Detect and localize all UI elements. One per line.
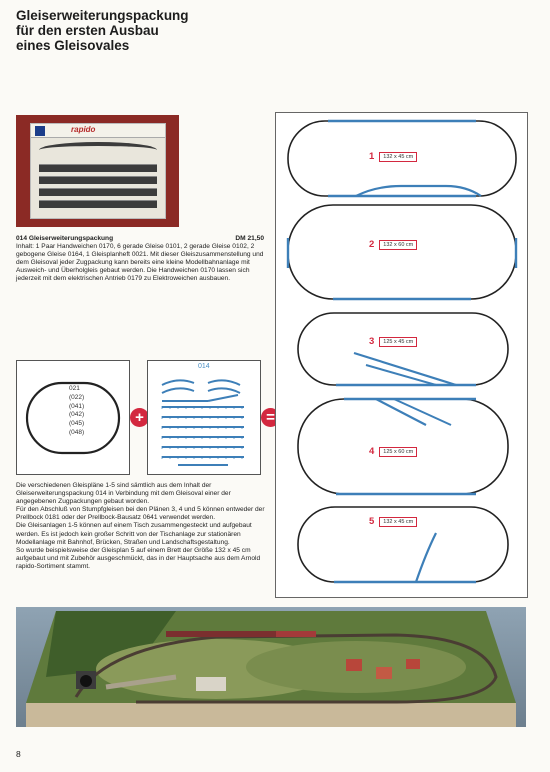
straight-track-tray <box>39 176 157 184</box>
layout-scene-image <box>16 607 526 727</box>
plan-dimension: 132 x 60 cm <box>379 240 417 250</box>
straight-track-tray <box>39 200 157 208</box>
track-plan-2 <box>288 205 516 299</box>
desc-paragraph-3: Die Gleisanlagen 1-5 können auf einem Tisch zusammengesteckt und aufgebaut werden. Es ist jedoch kein großer Schritt von der Tischanlage zur stationären Modellanlage mit Bahnhof, Brücken, Straßen und Landschaftsgestaltung. <box>16 522 252 546</box>
product-box <box>30 123 166 219</box>
plan-number: 2 <box>369 239 375 250</box>
track-pieces-icon <box>148 361 260 474</box>
oval-label: (041) <box>69 402 85 410</box>
page-heading <box>16 8 189 53</box>
product-title: 014 Gleiserweiterungspackung <box>16 235 114 242</box>
desc-paragraph-1: Die verschiedenen Gleispläne 1-5 sind sämtlich aus dem Inhalt der Gleiserweiterungspackung 014 in Verbindung mit dem Gleisoval einer der angegebenen Zugpackungen gebaut worden. <box>16 482 231 506</box>
box-lid <box>31 124 165 138</box>
track-oval-diagram <box>16 360 130 475</box>
plan-number: 1 <box>369 151 375 162</box>
straight-track-tray <box>39 188 157 196</box>
desc-paragraph-2: Für den Abschluß von Stumpfgleisen bei den Plänen 3, 4 und 5 können entweder der Prellbock 0181 oder der Prellbock-Bausatz 0641 verwendet werden. <box>16 506 265 522</box>
model-layout-photo <box>16 607 526 727</box>
product-photo <box>16 115 179 227</box>
track-pack-diagram <box>147 360 261 475</box>
plan-dimension: 125 x 45 cm <box>379 337 417 347</box>
plus-icon: + <box>130 408 149 427</box>
oval-label: (022) <box>69 393 85 401</box>
layout-description <box>16 482 266 571</box>
plan-label-4 <box>369 446 417 457</box>
pack-label: 014 <box>198 363 210 370</box>
plan-label-2 <box>369 239 417 250</box>
page-number: 8 <box>16 749 21 759</box>
plan-number: 3 <box>369 336 375 347</box>
product-body: Inhalt: 1 Paar Handweichen 0170, 6 gerade Gleise 0101, 2 gerade Gleise 0102, 2 gebogene Gleise 0164, 1 Gleisplanheft 0021. Mit dieser Gleiszusammenstellung und dem Gleisoval jeder Zugpackung kann bereits eine kleine Modellbahnanlage mit Ausweich- und Überholgleis gebaut werden. Die Handweichen 0170 lassen sich jederzeit mit dem elektrischen Antrieb 0179 zu Elektroweichen ausbauen. <box>16 243 264 283</box>
oval-label: (048) <box>69 428 85 436</box>
brand-logo: rapido <box>71 125 96 134</box>
heading-line-1: Gleiserweiterungspackung <box>16 8 189 23</box>
plan-label-3 <box>369 336 417 347</box>
equals-icon: = <box>261 408 280 427</box>
curved-track-tray <box>39 142 157 158</box>
track-plans-panel <box>275 112 528 598</box>
product-description <box>16 235 264 284</box>
plan-dimension: 132 x 45 cm <box>379 517 417 527</box>
heading-line-3: eines Gleisovales <box>16 38 130 53</box>
oval-label: (042) <box>69 411 85 419</box>
oval-label: 021 <box>69 385 80 392</box>
oval-label: (045) <box>69 420 85 428</box>
plan-number: 5 <box>369 516 375 527</box>
track-plan-3 <box>298 313 508 385</box>
plan-number: 4 <box>369 446 375 457</box>
plan-dimension: 125 x 60 cm <box>379 447 417 457</box>
arnold-logo-icon <box>35 126 45 136</box>
plan-label-5 <box>369 516 417 527</box>
product-price: DM 21,50 <box>235 235 264 242</box>
straight-track-tray <box>39 164 157 172</box>
plan-label-1 <box>369 151 417 162</box>
heading-line-2: für den ersten Ausbau <box>16 23 159 38</box>
oval-labels <box>69 385 84 438</box>
desc-paragraph-4: So wurde beispielsweise der Gleisplan 5 auf einem Brett der Größe 132 x 45 cm aufgebaut und mit Zubehör ausgeschmückt, das in der Hauptsache aus dem Arnold rapido-Sortiment stammt. <box>16 546 261 570</box>
plan-dimension: 132 x 45 cm <box>379 152 417 162</box>
